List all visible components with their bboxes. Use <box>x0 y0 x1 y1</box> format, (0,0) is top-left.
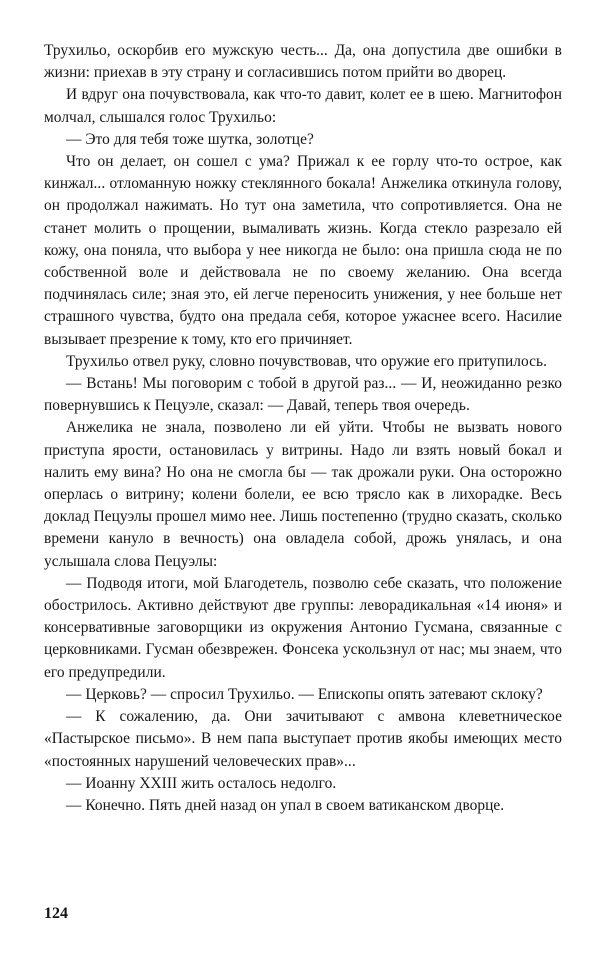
paragraph-6: — Встань! Мы поговорим с тобой в другой раз... — И, неожиданно резко повернувшись к Пецуэле, сказал: — Давай, теперь твоя очередь. <box>44 375 562 415</box>
page-text-block <box>44 40 562 890</box>
paragraph-5: Трухильо отвел руку, словно почувствовав, что оружие его притупилось. <box>66 352 547 370</box>
paragraph-3: — Это для тебя тоже шутка, золотце? <box>66 130 314 148</box>
paragraph-2: И вдруг она почувствовала, как что-то давит, колет ее в шею. Магнитофон молчал, слышался голос Трухильо: <box>44 86 562 126</box>
paragraph-9: — Церковь? — спросил Трухильо. — Епископы опять затевают склоку? <box>66 685 543 703</box>
paragraph-12: — Конечно. Пять дней назад он упал в своем ватиканском дворце. <box>66 796 505 814</box>
paragraph-7: Анжелика не знала, позволено ли ей уйти. Чтобы не вызвать нового приступа ярости, остановилась у витрины. Надо ли взять новый бокал и налить ему вина? Но она не смогла бы — так дрожали руки. Она осторожно оперлась о витрину; колени болели, ее всю трясло как в лихорадке. Весь доклад Пецуэлы прошел мимо нее. Лишь постепенно (трудно сказать, сколько времени кануло в вечность) она овладела собой, дрожь унялась, и она услышала слова Пецуэлы: <box>44 419 562 570</box>
paragraph-8: — Подводя итоги, мой Благодетель, позволю себе сказать, что положение обострилось. Активно действуют две группы: леворадикальная «14 июня» и консервативные заговорщики из окружения Антонио Гусмана, связанные с церковниками. Гусман обезврежен. Фонсека ускользнул от нас; мы знаем, что его предупредили. <box>44 574 562 681</box>
paragraph-1: Трухильо, оскорбив его мужскую честь... Да, она допустила две ошибки в жизни: приехав в эту страну и согласившись потом прийти во дворец. <box>44 42 562 82</box>
paragraph-11: — Иоанну XXIII жить осталось недолго. <box>66 774 337 792</box>
paragraph-4: Что он делает, он сошел с ума? Прижал к ее горлу что-то острое, как кинжал... отломанную ножку стеклянного бокала! Анжелика откинула голову, он продолжал нажимать. Но тут она заметила, что сопротивляется. Она не станет молить о прощении, вымаливать жизнь. Когда стекло разрезало ей кожу, она поняла, что выбора у нее никогда не было: она пришла сюда не по собственной воле и действовала не по своему желанию. Она всегда подчинялась силе; зная это, ей легче переносить унижения, у нее больше нет страшного чувства, будто она предала себя, которое ужаснее всего. Насилие вызывает презрение к тому, кто его причиняет. <box>44 153 562 348</box>
page-number: 124 <box>44 905 68 922</box>
paragraph-10: — К сожалению, да. Они зачитывают с амвона клеветническое «Пастырское письмо». В нем папа выступает против якобы имеющих место «постоянных нарушений человеческих прав»... <box>44 708 562 770</box>
